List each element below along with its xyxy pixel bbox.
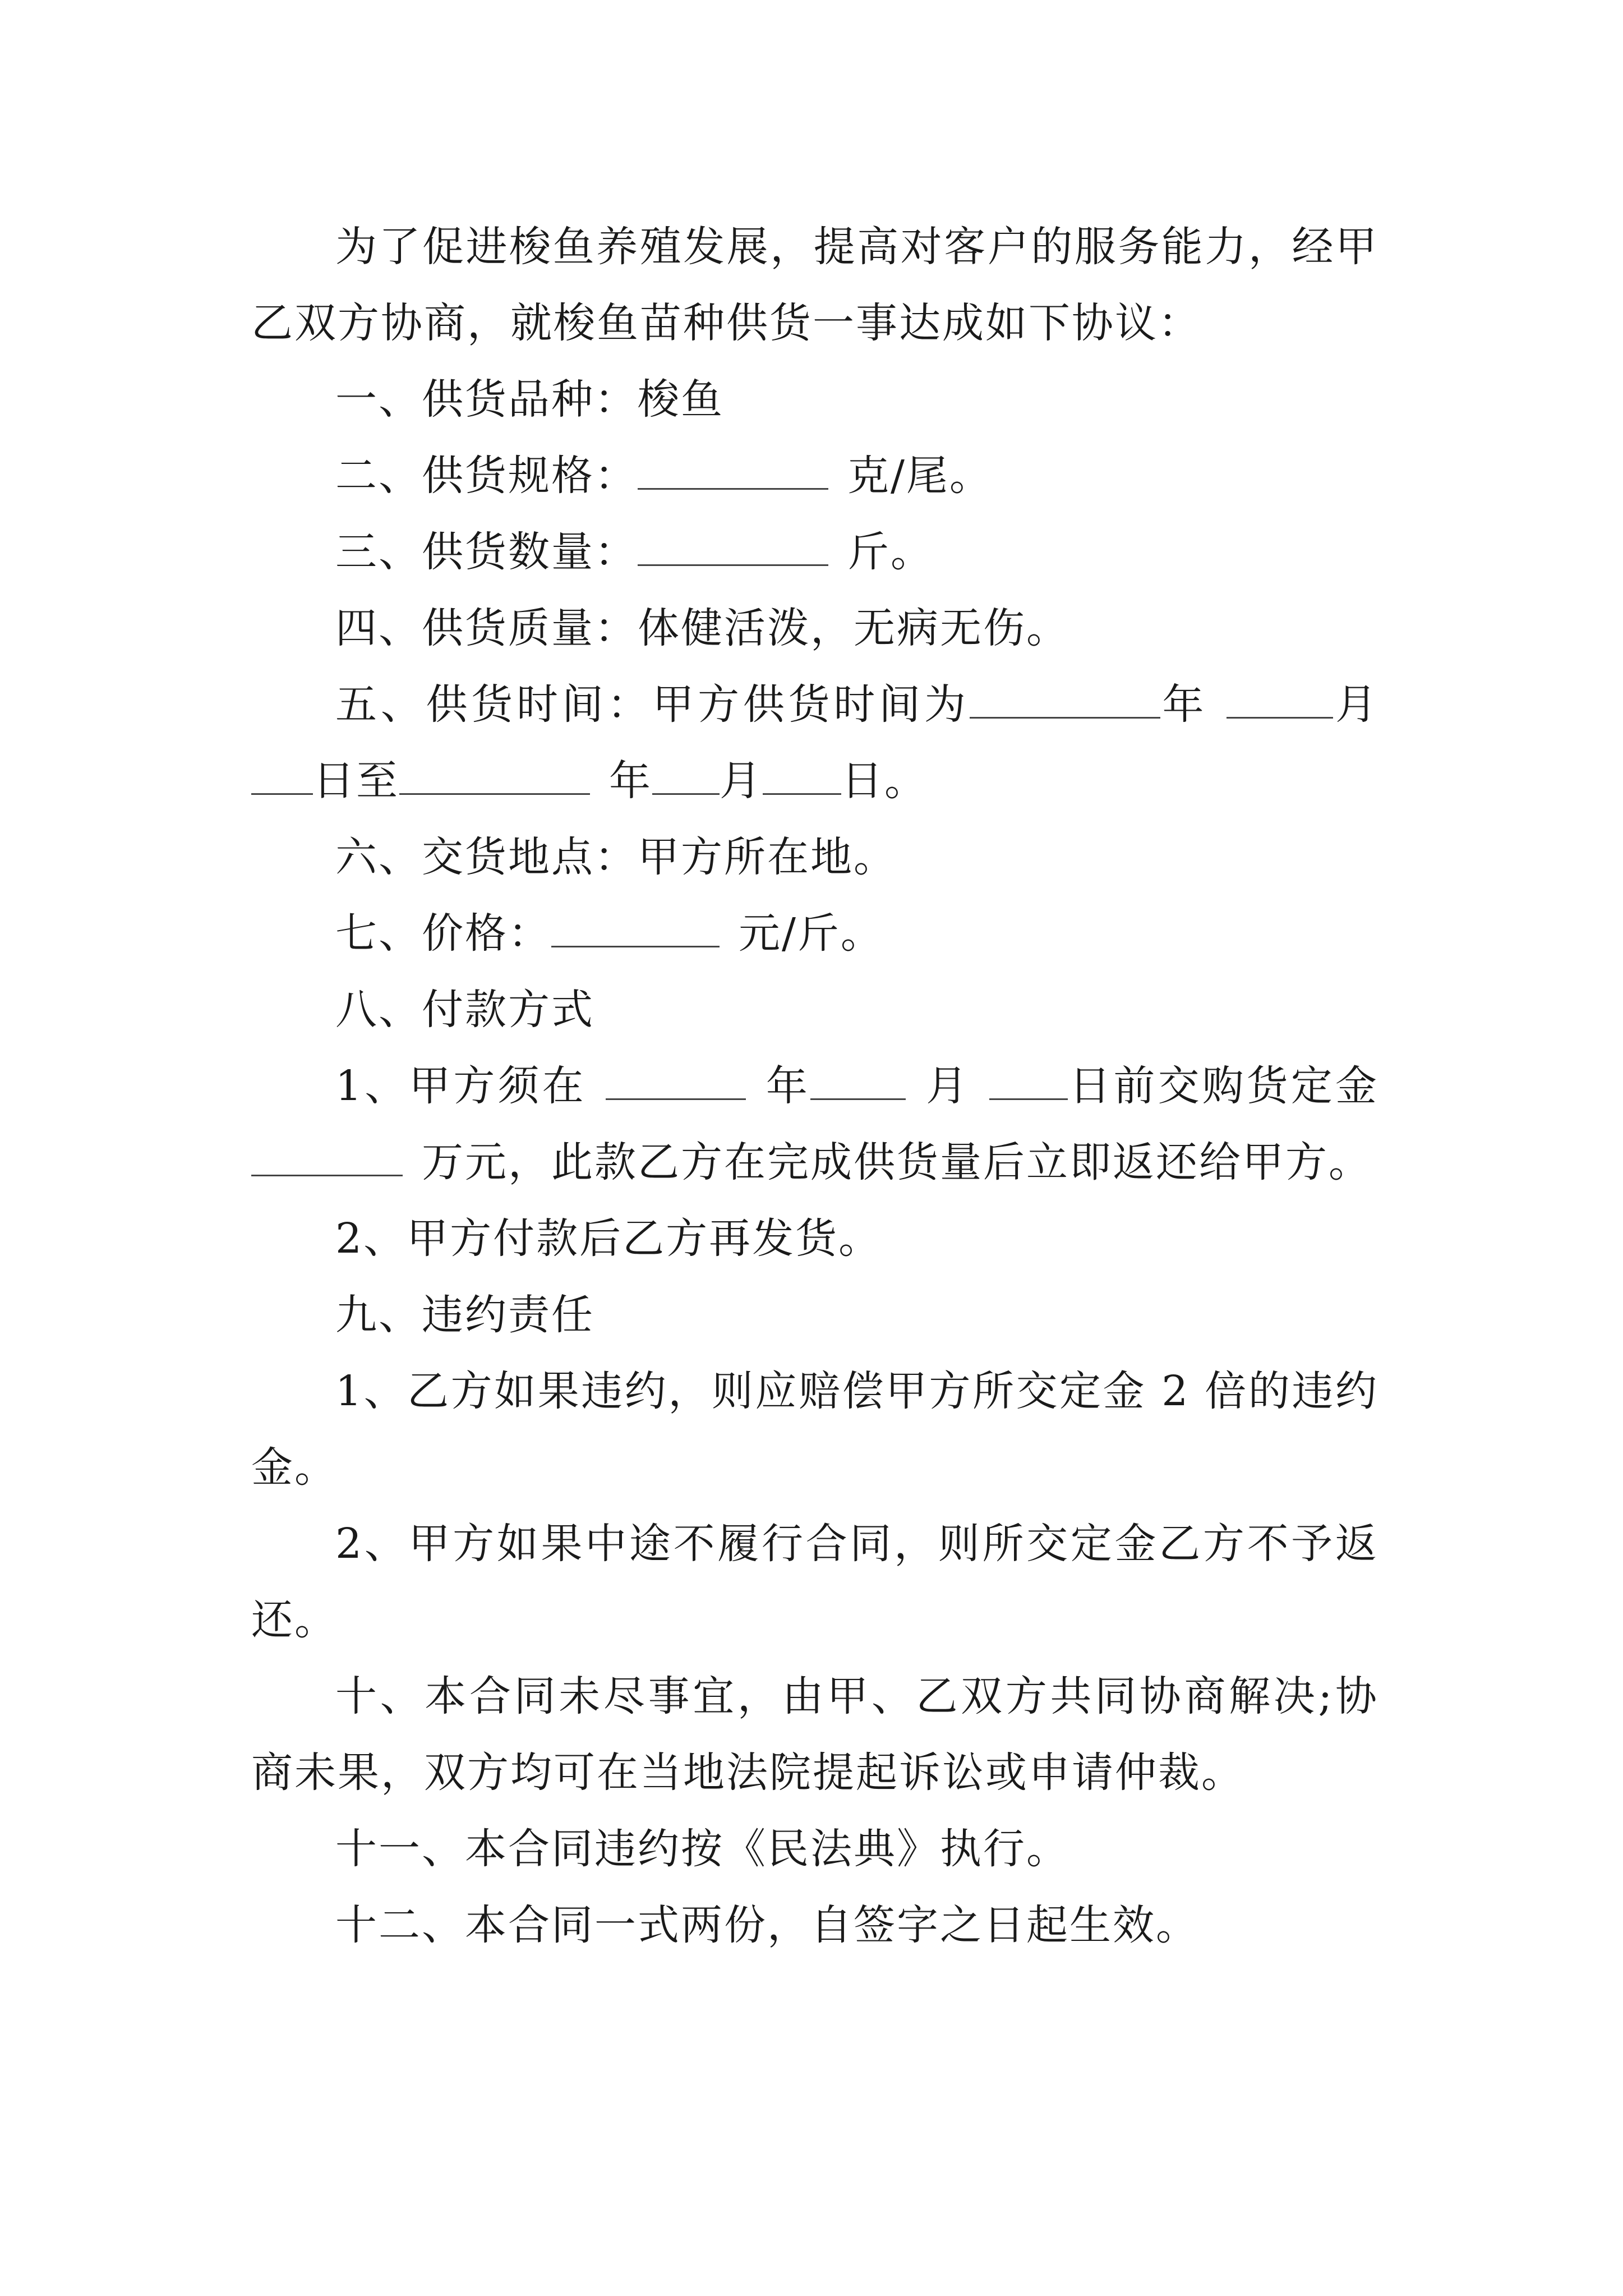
supply-month-blank bbox=[1227, 682, 1333, 719]
clause-2-unit: 克/尾。 bbox=[847, 452, 993, 500]
clause-7-unit: 元/斤。 bbox=[739, 909, 884, 958]
deposit-day-blank bbox=[989, 1064, 1068, 1100]
quantity-blank bbox=[638, 530, 828, 566]
clause-12: 十二、本合同一式两份，自签字之日起生效。 bbox=[335, 1901, 1199, 1949]
clause-8-1 bbox=[251, 1048, 1378, 1200]
deposit-month-blank bbox=[810, 1064, 906, 1100]
clause-4-quality: 四、供货质量：体健活泼，无病无伤。 bbox=[335, 604, 1069, 652]
clause-3-unit: 斤。 bbox=[847, 528, 934, 576]
contract-body bbox=[251, 209, 1378, 1963]
clause-7-label: 七、价格： bbox=[335, 909, 551, 958]
clause-8-2: 2、甲方付款后乙方再发货。 bbox=[335, 1214, 882, 1263]
spec-blank bbox=[638, 453, 828, 490]
clause-1-variety: 一、供货品种：梭鱼 bbox=[335, 375, 724, 424]
clause-8-1-rest: 万元，此款乙方在完成供货量后立即返还给甲方。 bbox=[422, 1138, 1372, 1186]
clause-5-time bbox=[251, 666, 1378, 819]
price-blank bbox=[551, 911, 720, 947]
clause-8-1-label: 1、甲方须在 bbox=[335, 1062, 587, 1110]
clause-11: 十一、本合同违约按《民法典》执行。 bbox=[335, 1825, 1069, 1873]
clause-5-month2: 月 bbox=[720, 757, 763, 805]
clause-9-2: 2、甲方如果中途不履行合同，则所交定金乙方不予返还。 bbox=[251, 1520, 1378, 1644]
clause-8-1-month: 月 bbox=[925, 1062, 971, 1110]
clause-8-1-year: 年 bbox=[764, 1062, 810, 1110]
clause-5-day-to: 日至 bbox=[313, 757, 399, 805]
clause-5-label: 五、供货时间：甲方供货时间为 bbox=[335, 680, 970, 729]
deposit-year-blank bbox=[606, 1064, 746, 1100]
intro-paragraph: 为了促进梭鱼养殖发展，提高对客户的服务能力，经甲乙双方协商，就梭鱼苗种供货一事达成如下协议： bbox=[251, 223, 1378, 347]
supply-year-blank bbox=[970, 682, 1160, 719]
clause-5-year: 年 bbox=[1160, 680, 1208, 729]
end-day-blank bbox=[763, 758, 841, 795]
clause-10: 十、本合同未尽事宜，由甲、乙双方共同协商解决;协商未果，双方均可在当地法院提起诉讼或申请仲裁。 bbox=[251, 1672, 1378, 1797]
end-year-blank bbox=[399, 758, 590, 795]
clause-5-day2: 日。 bbox=[841, 757, 928, 805]
clause-7-price bbox=[251, 895, 1378, 972]
end-month-blank bbox=[652, 758, 720, 795]
clause-8-payment: 八、付款方式 bbox=[335, 986, 594, 1034]
supply-day-blank bbox=[251, 758, 313, 795]
clause-3-label: 三、供货数量： bbox=[335, 528, 638, 576]
clause-9-liability: 九、违约责任 bbox=[335, 1291, 594, 1339]
clause-5-month: 月 bbox=[1333, 680, 1379, 729]
clause-9-1: 1、乙方如果违约，则应赔偿甲方所交定金 2 倍的违约金。 bbox=[251, 1367, 1378, 1492]
deposit-amount-blank bbox=[251, 1140, 403, 1176]
clause-8-1-day: 日前交购货定金 bbox=[1068, 1062, 1379, 1110]
clause-2-label: 二、供货规格： bbox=[335, 452, 638, 500]
clause-5-year2: 年 bbox=[609, 757, 652, 805]
clause-2-spec bbox=[251, 438, 1378, 514]
clause-3-quantity bbox=[251, 514, 1378, 590]
clause-6-location: 六、交货地点：甲方所在地。 bbox=[335, 833, 897, 881]
